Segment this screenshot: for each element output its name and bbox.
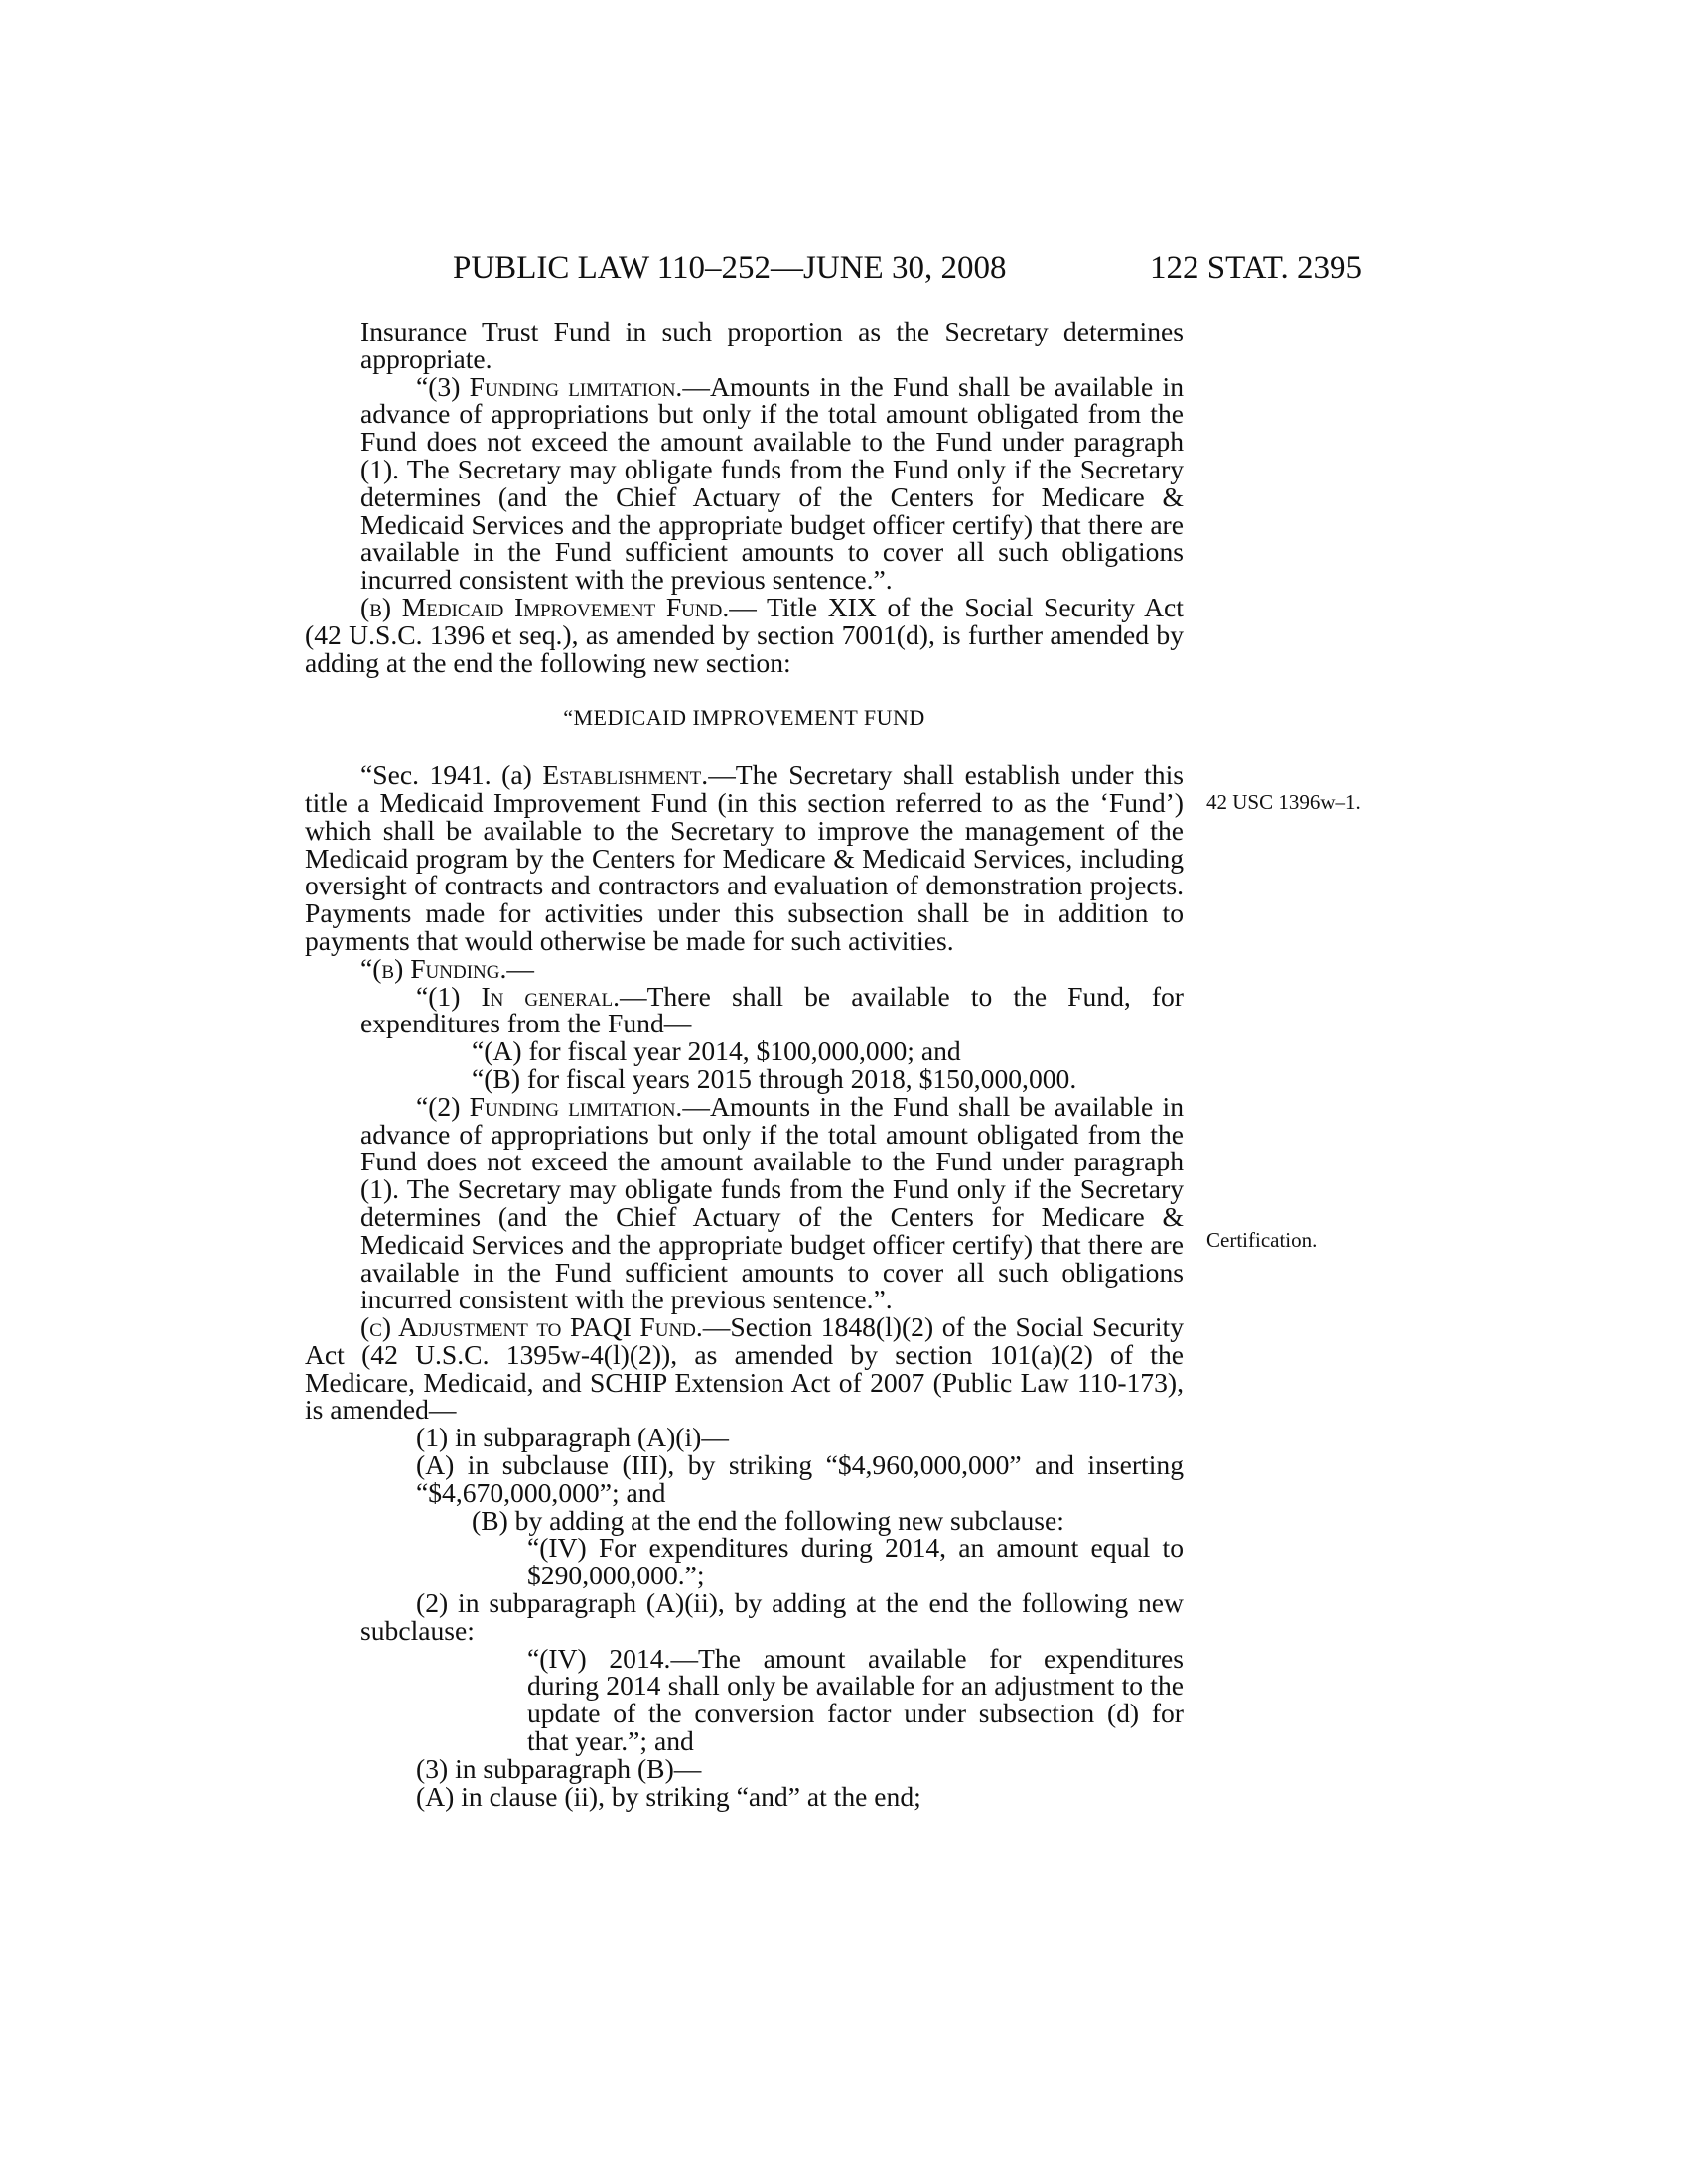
paragraph (305, 591, 1184, 678)
margin-note-certification: Certification. (1206, 1228, 1318, 1252)
paragraph: (A) in clause (ii), by striking “and” at the end; (416, 1780, 921, 1812)
section-heading: “MEDICAID IMPROVEMENT FUND (563, 705, 925, 731)
paragraph: (3) in subparagraph (B)— (416, 1752, 702, 1784)
paragraph (305, 1090, 1184, 1315)
paragraph: “(IV) 2014.—The amount available for expenditures during 2014 shall only be available for an adjustment to the update of the conversion factor under subsection (d) for that year.”; and (527, 1642, 1184, 1757)
paragraph-text: —The Secretary shall establish under this title a Medicaid Improvement Fund (in this section referred to as the ‘Fund’) which shall be available to the Secretary to improve the management of the Medicaid program by the Centers for Medicare & Medicaid Services, including oversight of contracts and contractors and evaluation of demonstration projects. Payments made for activities under this subsection shall be in addition to payments that would otherwise be made for such activities. (305, 759, 1184, 956)
paragraph (305, 980, 1184, 1039)
document-body (305, 318, 1184, 1810)
paragraph: (2) in subparagraph (A)(ii), by adding at the end the following new subclause: (360, 1587, 1184, 1646)
paragraph: Insurance Trust Fund in such proportion as the Secretary determines appropriate. (360, 316, 1184, 374)
paragraph-text: —Section 1848(l)(2) of the Social Security Act (42 U.S.C. 1395w-4(l)(2)), as amended by section 101(a)(2) of the Medicare, Medicaid, and SCHIP Extension Act of 2007 (Public Law 110-173), is amended— (305, 1311, 1184, 1426)
paragraph-heading: “(2) Funding limitation. (416, 1090, 683, 1122)
section-number: “Sec. 1941. (a) (360, 759, 543, 791)
paragraph: “(IV) For expenditures during 2014, an amount equal to $290,000,000.”; (527, 1532, 1184, 1591)
page-number: 122 STAT. 2395 (1150, 250, 1363, 286)
paragraph: “(B) for fiscal years 2015 through 2018, $150,000,000. (472, 1062, 1077, 1094)
paragraph-text: — Title XIX of the Social Security Act (42 U.S.C. 1396 et seq.), as amended by section 7001(d), is further amended by adding at the end the following new section: (305, 591, 1184, 678)
paragraph-heading: Establishment. (542, 759, 709, 791)
paragraph-heading: “(3) Funding limitation. (416, 370, 683, 402)
paragraph-text: —Amounts in the Fund shall be available in advance of appropriations but only if the total amount obligated from the Fund does not exceed the amount available to the Fund under paragraph (1). The Secretary may obligate funds from the Fund only if the Secretary determines (and the Chief Actuary of the Centers for Medicare & Medicaid Services and the appropriate budget officer certify) that there are available in the Fund sufficient amounts to cover all such obligations incurred consistent with the previous sentence.”. (360, 1090, 1184, 1315)
margin-note-usc: 42 USC 1396w–1. (1206, 790, 1361, 814)
paragraph (305, 370, 1184, 596)
paragraph: “(b) Funding.— (360, 952, 534, 984)
paragraph (305, 761, 1184, 955)
paragraph-heading: (b) Medicaid Improvement Fund. (360, 591, 730, 622)
paragraph-heading: “(1) In general. (416, 980, 620, 1012)
paragraph: “(A) for fiscal year 2014, $100,000,000; and (472, 1035, 961, 1067)
paragraph-text: —Amounts in the Fund shall be available in advance of appropriations but only if the total amount obligated from the Fund does not exceed the amount available to the Fund under paragraph (1). The Secretary may obligate funds from the Fund only if the Secretary determines (and the Chief Actuary of the Centers for Medicare & Medicaid Services and the appropriate budget officer certify) that there are available in the Fund sufficient amounts to cover all such obligations incurred consistent with the previous sentence.”. (360, 370, 1184, 596)
paragraph-heading: (c) Adjustment to PAQI Fund. (360, 1311, 703, 1343)
paragraph-text: —There shall be available to the Fund, for expenditures from the Fund— (360, 980, 1184, 1039)
paragraph (305, 1313, 1184, 1424)
running-header-title: PUBLIC LAW 110–252—JUNE 30, 2008 (453, 250, 1007, 286)
paragraph: (1) in subparagraph (A)(i)— (416, 1422, 729, 1453)
paragraph: (B) by adding at the end the following new subclause: (472, 1504, 1064, 1536)
paragraph (305, 1451, 1184, 1507)
paragraph-text: (A) in subclause (III), by striking “$4,960,000,000” and inserting “$4,670,000,000”; and (416, 1449, 1184, 1508)
